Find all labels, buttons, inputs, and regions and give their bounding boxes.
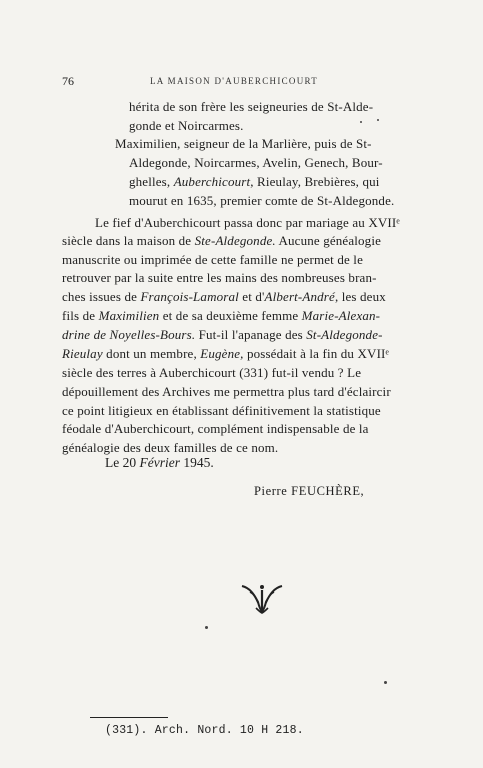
speck xyxy=(205,626,208,629)
text-run: Aldegonde, Noircarmes, Avelin, Genech, Bour- xyxy=(129,155,383,170)
text-run: gonde et Noircarmes. xyxy=(129,118,244,133)
text-line xyxy=(129,193,394,209)
text-line xyxy=(129,174,380,190)
text-run: siècle des terres à Auberchicourt (331) fut-il vendu ? Le xyxy=(62,365,362,380)
text-run: et d' xyxy=(238,289,265,304)
text-line xyxy=(62,403,381,419)
speck xyxy=(384,681,387,684)
date-year: 1945. xyxy=(179,455,214,470)
fleuron-ornament xyxy=(236,582,288,616)
italic-name: Eugène, xyxy=(200,346,244,361)
text-run: ches issues de xyxy=(62,289,141,304)
text-run: siècle dans la maison de xyxy=(62,233,195,248)
text-run: féodale d'Auberchicourt, complément indispensable de la xyxy=(62,421,369,436)
dateline xyxy=(105,455,214,471)
footnote-rule xyxy=(90,717,168,718)
text-run: dont un membre, xyxy=(102,346,201,361)
text-run: et de sa deuxième femme xyxy=(159,308,302,323)
text-run: hérita de son frère les seigneuries de St-Alde- xyxy=(129,99,374,114)
text-run: fils de xyxy=(62,308,99,323)
text-run: , Rieulay, Brebières, qui xyxy=(250,174,380,189)
italic-name: drine de Noyelles-Bours. xyxy=(62,327,196,342)
author-signature: Pierre FEUCHÈRE, xyxy=(254,484,365,498)
running-title: LA MAISON D'AUBERCHICOURT xyxy=(150,76,319,86)
text-line xyxy=(129,155,383,171)
italic-name: St-Aldegonde- xyxy=(306,327,383,342)
page-number: 76 xyxy=(62,74,74,88)
text-line xyxy=(62,346,389,362)
footnote: (331). Arch. Nord. 10 H 218. xyxy=(105,724,304,737)
text-run: Maximilien, seigneur de la Marlière, puis de St- xyxy=(115,136,372,151)
italic-name: Ste-Aldegonde. xyxy=(194,233,276,248)
text-line xyxy=(95,215,400,231)
text-line xyxy=(129,99,373,115)
speck xyxy=(360,121,362,123)
text-line xyxy=(62,365,361,381)
speck xyxy=(377,119,379,121)
text-run: généalogie des deux familles de ce nom. xyxy=(62,440,279,455)
text-run: Le fief d'Auberchicourt passa donc par mariage au XVIIᵉ xyxy=(95,215,400,230)
text-run: retrouver par la suite entre les mains des nombreuses bran- xyxy=(62,270,377,285)
italic-name: Auberchicourt xyxy=(173,174,251,189)
text-line xyxy=(62,421,369,437)
text-line xyxy=(62,384,391,400)
text-line xyxy=(62,252,363,268)
italic-name: Albert-André xyxy=(264,289,335,304)
text-run: ghelles, xyxy=(129,174,174,189)
text-run: dépouillement des Archives me permettra plus tard d'éclaircir xyxy=(62,384,391,399)
date-month: Février xyxy=(139,455,180,470)
text-run: Fut-il l'apanage des xyxy=(195,327,307,342)
text-run: Aucune généalogie xyxy=(275,233,382,248)
text-line xyxy=(62,233,381,249)
text-line xyxy=(129,118,244,134)
text-line xyxy=(62,308,380,324)
text-line xyxy=(62,270,377,286)
italic-name: Rieulay xyxy=(62,346,103,361)
italic-name: Maximilien xyxy=(98,308,160,323)
text-line xyxy=(115,136,372,152)
text-run: mourut en 1635, premier comte de St-Aldegonde. xyxy=(129,193,395,208)
text-line xyxy=(62,289,386,305)
text-run: possédait à la fin du XVIIᵉ xyxy=(243,346,390,361)
text-run: manuscrite ou imprimée de cette famille ne permet de le xyxy=(62,252,363,267)
text-line xyxy=(62,327,383,343)
text-run: , les deux xyxy=(334,289,386,304)
italic-name: François-Lamoral xyxy=(140,289,239,304)
italic-name: Marie-Alexan- xyxy=(301,308,381,323)
text-line xyxy=(62,440,278,456)
text-run: ce point litigieux en établissant définitivement la statistique xyxy=(62,403,381,418)
date-prefix: Le 20 xyxy=(105,455,140,470)
